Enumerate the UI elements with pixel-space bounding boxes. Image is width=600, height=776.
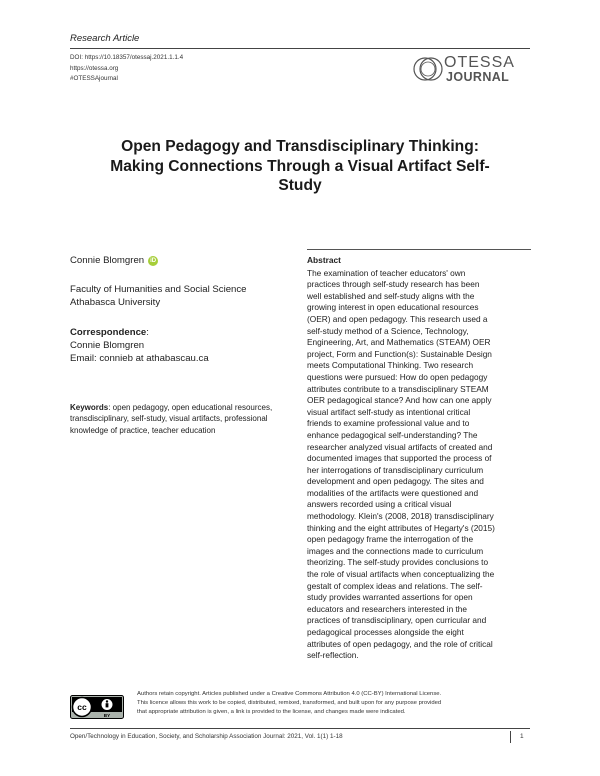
abstract-line: OER pedagogical stance? And how can one apply (307, 395, 492, 406)
title-line: Study (278, 177, 322, 194)
abstract-line: practices through self-study research has been (307, 279, 480, 290)
abstract-line: friends to examine professional value and to (307, 418, 470, 429)
journal-hashtag: #OTESSAjournal (70, 75, 118, 82)
abstract-line: self-study method of a Science, Technology, (307, 325, 469, 336)
abstract-line: growing interest in open educational resources (307, 302, 479, 313)
author-line (70, 254, 285, 267)
journal-citation: Open/Technology in Education, Society, and Scholarship Association Journal: 2021, Vol. 1(1) 1-18 (70, 733, 343, 740)
abstract (307, 255, 533, 662)
article-meta (70, 53, 183, 85)
journal-url-link[interactable]: https://otessa.org (70, 64, 119, 72)
affiliation-faculty: Faculty of Humanities and Social Science (70, 284, 247, 296)
abstract-line: project, Form and Function(s): Sustainable Design (307, 348, 492, 359)
abstract-line: attributes of open pedagogy, and the role of critical (307, 638, 493, 649)
abstract-line: Engineering, Art, and Mathematics (STEAM) OER (307, 337, 491, 348)
by-badge-label: BY (103, 713, 111, 718)
abstract-line: the role of visual artifacts when conceptualizing the (307, 569, 495, 580)
abstract-line: enhance pedagogical self-understanding? The (307, 429, 478, 440)
abstract-line: gestalt of complex ideas and relations. The self- (307, 580, 483, 591)
abstract-line: researcher analyzed visual artifacts of created and (307, 441, 493, 452)
abstract-line: open pedagogy frame the interrogation of the (307, 534, 474, 545)
abstract-line: well established and self-study aligns with the (307, 290, 475, 301)
keywords-label: Keywords (70, 403, 109, 412)
abstract-line: attributes contribute to a transdisciplinary STEAM (307, 383, 489, 394)
correspondence (70, 326, 285, 366)
abstract-divider (307, 249, 531, 250)
logo-word-journal: JOURNAL (446, 70, 510, 84)
page-number: 1 (520, 733, 524, 740)
abstract-line: theorizing. The self-study provides conclusions to (307, 557, 489, 568)
license-line: Authors retain copyright. Articles published under a Creative Commons Attribution 4.0 (CC-BY) International License. (137, 691, 442, 697)
license-line: This licence allows this work to be copied, distributed, remixed, transformed, and built upon for any purpose provided (137, 700, 442, 706)
doi-link[interactable]: DOI: https://10.18357/otessaj.2021.1.1.4 (70, 54, 184, 61)
abstract-line: answers recorded using a critical visual (307, 499, 452, 510)
abstract-line: study provides warranted assertions for open (307, 592, 473, 603)
author-info (70, 254, 285, 365)
title-line: Making Connections Through a Visual Artifact Self- (110, 157, 490, 175)
abstract-line: questions were pursued: How do open pedagogy (307, 371, 488, 382)
correspondence-email: Email: connieb at athabascau.ca (70, 353, 209, 365)
license-line: that appropriate attribution is given, a link is provided to the license, and changes made were indicated. (137, 709, 406, 715)
affiliation (70, 283, 285, 309)
orcid-icon[interactable]: iD (150, 257, 157, 264)
affiliation-university: Athabasca University (70, 297, 161, 309)
otessa-journal-logo (412, 53, 532, 85)
abstract-line: The examination of teacher educators' own (307, 267, 466, 278)
article-type: Research Article (70, 33, 140, 44)
correspondence-name: Connie Blomgren (70, 339, 145, 351)
abstract-line: educators and researchers interested in the (307, 603, 468, 614)
abstract-line: meets Computational Thinking. Two research (307, 360, 474, 371)
abstract-heading: Abstract (307, 255, 341, 265)
otessa-logo-icon (412, 53, 446, 85)
footer-divider (70, 728, 530, 729)
abstract-line: documented images that supported the process of (307, 453, 492, 464)
correspondence-colon: : (146, 326, 149, 338)
abstract-line: practices of transdisciplinary, open curricular and (307, 615, 487, 626)
author-name: Connie Blomgren (70, 255, 145, 266)
logo-word-otessa: OTESSA (444, 54, 515, 71)
page-number-separator (510, 731, 511, 743)
title-line: Open Pedagogy and Transdisciplinary Thinking: (121, 138, 479, 155)
abstract-line: pedagogical processes alongside the eight (307, 627, 464, 637)
keywords-text: : open pedagogy, open educational resources, transdisciplinary, self-study, visual artifacts, professional knowledge of practice, teacher education (70, 403, 273, 435)
abstract-line: self-reflection. (307, 650, 359, 661)
abstract-line: methodology. Klein's (2008, 2018) transdisciplinary (307, 511, 494, 522)
abstract-line: modalities of the artifacts were questioned and (307, 487, 479, 498)
header-divider (70, 48, 530, 49)
cc-by-license-badge[interactable] (70, 695, 124, 719)
abstract-body (307, 268, 533, 662)
cc-badge-label: cc (77, 702, 87, 712)
abstract-line: development and open pedagogy. The sites and (307, 476, 484, 487)
abstract-line: (OER) and open pedagogy. This research used a (307, 313, 488, 324)
abstract-line: visual artifact self-study as intentional critical (307, 406, 471, 417)
keywords (70, 402, 280, 436)
abstract-line: images and the connections made to curriculum (307, 545, 484, 556)
abstract-line: thinking and the eight attributes of Hegarty's (2015) (307, 522, 495, 533)
correspondence-label: Correspondence (70, 326, 147, 338)
paper-title (70, 137, 530, 196)
abstract-line: her interrogations of transdisciplinary curriculum (307, 464, 484, 475)
license-notice (137, 690, 537, 717)
